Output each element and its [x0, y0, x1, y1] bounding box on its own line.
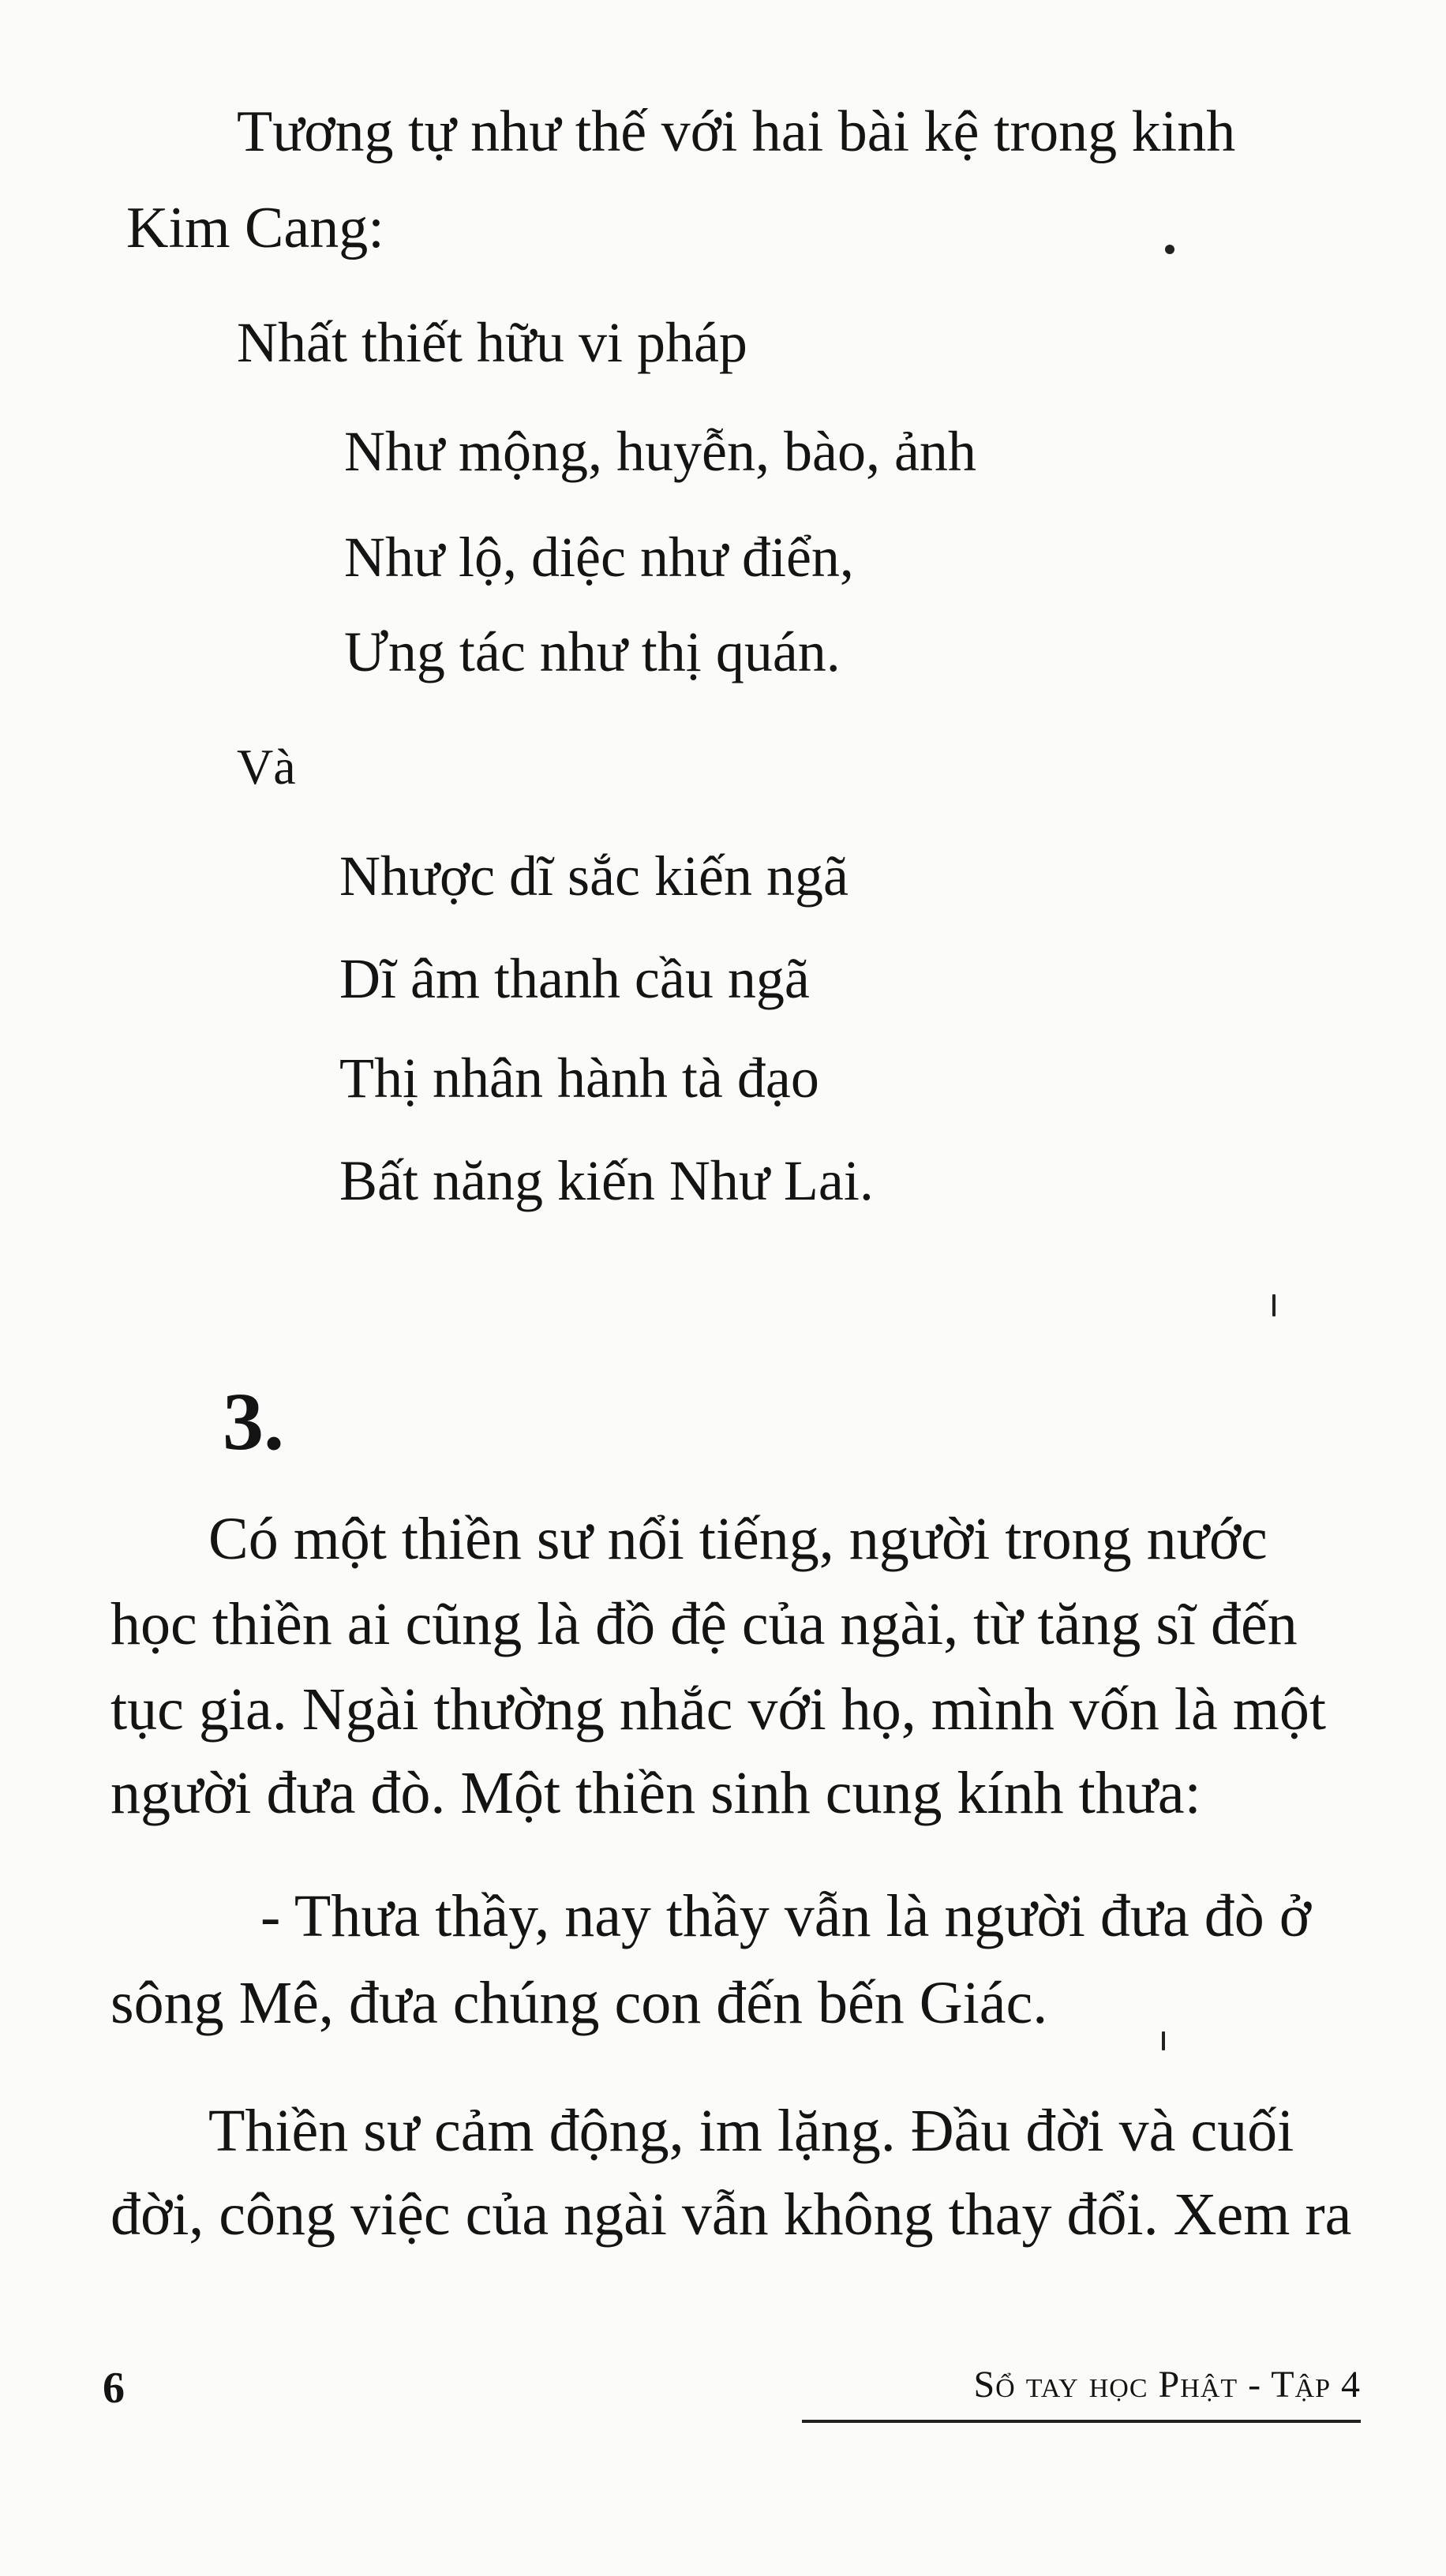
verse2-line-4: Bất năng kiến Như Lai. — [339, 1149, 874, 1212]
page-number: 6 — [103, 2364, 125, 2413]
verse1-line-3: Như lộ, diệc như điển, — [344, 526, 854, 589]
paragraph2-line-2: sông Mê, đưa chúng con đến bến Giác. — [111, 1970, 1048, 2036]
ink-speck — [1162, 2031, 1165, 2050]
ink-speck — [1165, 245, 1174, 254]
verse2-line-1: Nhược dĩ sắc kiến ngã — [339, 844, 848, 908]
intro-line-1: Tương tự như thế với hai bài kệ trong kinh — [237, 99, 1236, 164]
ink-speck — [1272, 1294, 1276, 1316]
paragraph2-line-1: - Thưa thầy, nay thầy vẫn là người đưa đò ở — [260, 1883, 1311, 1949]
verse1-line-2: Như mộng, huyễn, bào, ảnh — [344, 420, 976, 483]
verse1-line-1: Nhất thiết hữu vi pháp — [237, 311, 747, 374]
verse1-line-4: Ưng tác như thị quán. — [344, 620, 841, 683]
section-number: 3. — [223, 1376, 284, 1467]
paragraph1-line-1: Có một thiền sư nổi tiếng, người trong nước — [208, 1506, 1268, 1572]
paragraph3-line-1: Thiền sư cảm động, im lặng. Đầu đời và cuối — [208, 2098, 1294, 2164]
verse2-line-3: Thị nhân hành tà đạo — [339, 1046, 819, 1110]
paragraph3-line-2: đời, công việc của ngài vẫn không thay đổi. Xem ra — [111, 2181, 1352, 2248]
paragraph1-line-2: học thiền ai cũng là đồ đệ của ngài, từ tăng sĩ đến — [111, 1591, 1298, 1657]
conjunction: Và — [237, 739, 296, 795]
footer-rule — [802, 2420, 1361, 2423]
verse2-line-2: Dĩ âm thanh cầu ngã — [339, 947, 810, 1010]
paragraph1-line-3: tục gia. Ngài thường nhắc với họ, mình vốn là một — [111, 1676, 1327, 1743]
running-footer-title: Sổ tay học Phật - Tập 4 — [973, 2364, 1361, 2406]
paragraph1-line-4: người đưa đò. Một thiền sinh cung kính thưa: — [111, 1760, 1201, 1826]
intro-line-2: Kim Cang: — [126, 196, 384, 260]
